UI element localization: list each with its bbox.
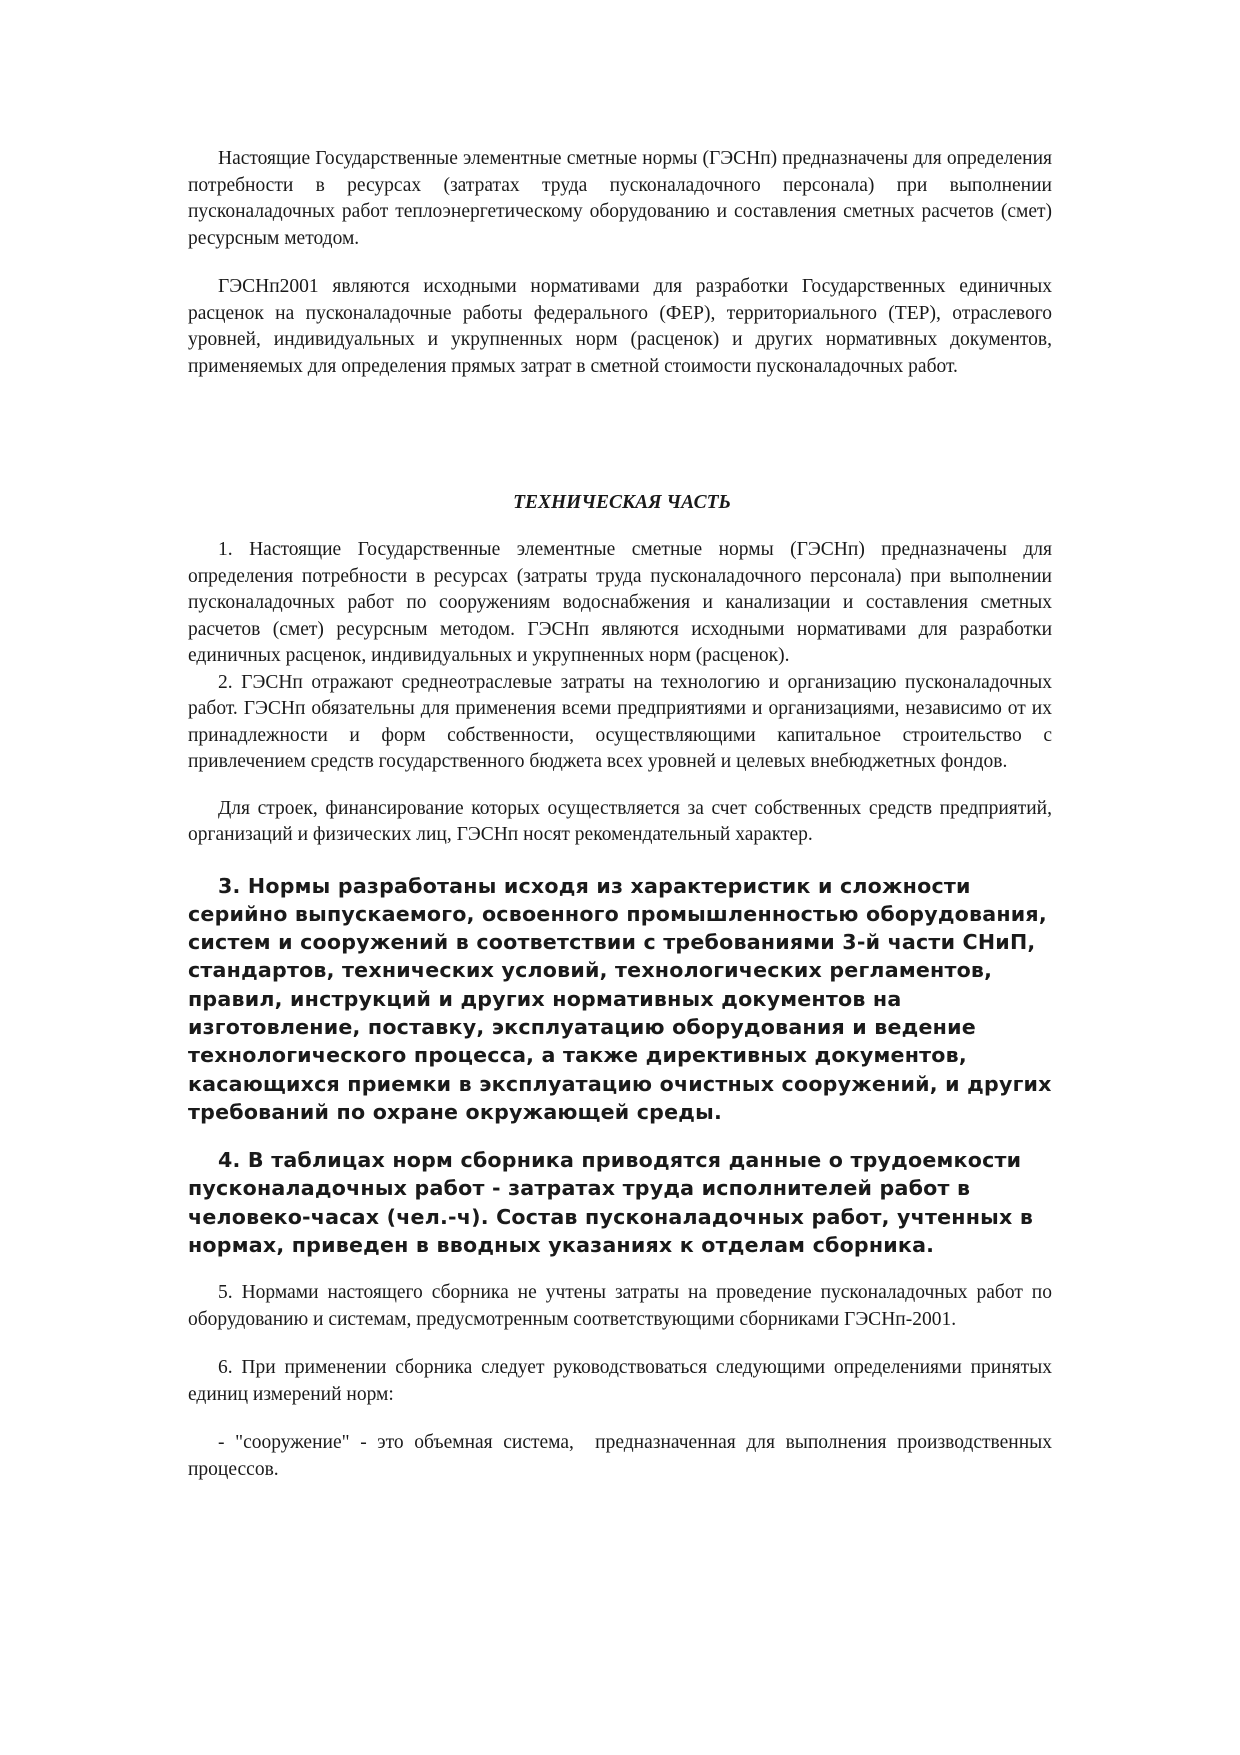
- section-heading: ТЕХНИЧЕСКАЯ ЧАСТЬ: [513, 492, 731, 513]
- item-2-paragraph: 2. ГЭСНп отражают среднеотраслевые затраты на технологию и организацию пусконаладочных работ. ГЭСНп обязательны для применения всеми предприятиями и организациями, независимо от их принадлежности и форм собственности, осуществляющими капитальное строительство с привлечением средств государственного бюджета всех уровней и целевых внебюджетных фондов.: [188, 671, 1052, 772]
- item-6-paragraph: 6. При применении сборника следует руководствоваться следующими определениями принятых единиц измерений норм:: [188, 1357, 1052, 1405]
- item-1-paragraph: 1. Настоящие Государственные элементные сметные нормы (ГЭСНп) предназначены для определения потребности в ресурсах (затраты труда пусконаладочного персонала) при выполнении пусконаладочных работ по сооружениям водоснабжения и канализации и составления сметных расчетов (смет) ресурсным методом. ГЭСНп являются исходными нормативами для разработки единичных расценок, индивидуальных и укрупненных норм (расценок).: [188, 539, 1052, 666]
- item-4-paragraph: 4. В таблицах норм сборника приводятся данные о трудоемкости пусконаладочных работ - затратах труда исполнителей работ в человеко-часах (чел.-ч). Состав пусконаладочных работ, учтенных в нормах, приведен в вводных указаниях к отделам сборника.: [188, 1148, 1034, 1258]
- definition-structure-paragraph: - "сооружение" - это объемная система, предназначенная для выполнения производственных процессов.: [188, 1432, 1057, 1480]
- item-5-paragraph: 5. Нормами настоящего сборника не учтены затраты на проведение пусконаладочных работ по оборудованию и системам, предусмотренным соответствующими сборниками ГЭСНп-2001.: [188, 1282, 1052, 1330]
- intro-paragraph-2: ГЭСНп2001 являются исходными нормативами для разработки Государственных единичных расценок на пусконаладочные работы федерального (ФЕР), территориального (ТЕР), отраслевого уровней, индивидуальных и укрупненных норм (расценок) и других нормативных документов, применяемых для определения прямых затрат в сметной стоимости пусконаладочных работ.: [188, 276, 1052, 377]
- item-2-note-paragraph: Для строек, финансирование которых осуществляется за счет собственных средств предприятий, организаций и физических лиц, ГЭСНп носят рекомендательный характер.: [188, 797, 1052, 845]
- document-page: [188, 146, 1057, 1483]
- intro-paragraph-1: Настоящие Государственные элементные сметные нормы (ГЭСНп) предназначены для определения потребности в ресурсах (затратах труда пусконаладочного персонала) при выполнении пусконаладочных работ теплоэнергетическому оборудованию и составления сметных расчетов (смет) ресурсным методом.: [188, 148, 1052, 249]
- item-3-paragraph: 3. Нормы разработаны исходя из характеристик и сложности серийно выпускаемого, освоенного промышленностью оборудования, систем и сооружений в соответствии с требованиями 3-й части СНиП, стандартов, технических условий, технологических регламентов, правил, инструкций и других нормативных документов на изготовление, поставку, эксплуатацию оборудования и ведение технологического процесса, а также директивных документов, касающихся приемки в эксплуатацию очистных сооружений, и других требований по охране окружающей среды.: [188, 873, 1052, 1124]
